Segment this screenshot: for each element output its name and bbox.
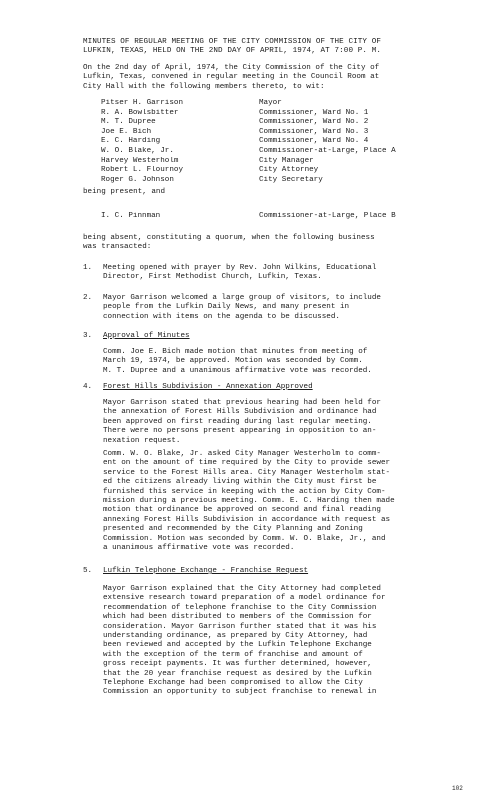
- member-role: City Manager: [259, 156, 314, 165]
- item-text: Mayor Garrison welcomed a large group of visitors, to include people from the Lufkin Daily News, and many present in connection with items on the agenda to be discussed.: [103, 294, 381, 321]
- member-row: [101, 212, 461, 222]
- item-number: 2.: [83, 294, 93, 302]
- item-text: Meeting opened with prayer by Rev. John Wilkins, Educational Director, First Methodist Church, Lufkin, Texas.: [103, 264, 377, 282]
- member-role: Commissioner, Ward No. 2: [259, 118, 369, 127]
- member-role: Commissioner, Ward No. 1: [259, 108, 369, 117]
- item-number: 5.: [83, 567, 93, 575]
- item-number: 4.: [83, 383, 93, 391]
- present-members-list: [101, 99, 461, 185]
- member-role: City Secretary: [259, 175, 323, 184]
- member-row: [101, 147, 461, 157]
- member-name: I. C. Pinnman: [101, 212, 161, 220]
- quorum-statement: being absent, constituting a quorum, when the following business was transacted:: [83, 234, 375, 252]
- forest-hills-paragraph-1: Mayor Garrison stated that previous hearing had been held for the annexation of Forest Hills Subdivision and ordinance had been approved on first reading during last regular meeting. There were no persons present appearing in opposition to an- nexation request.: [103, 399, 381, 445]
- member-row: [101, 109, 461, 119]
- telephone-franchise-paragraph: Mayor Garrison explained that the City Attorney had completed extensive research toward preparation of a model ordinance for recommendation of telephone franchise to the City Commission which had been distributed to members of the Commission for consideration. Mayor Garrison further stated that it was his understanding ordinance, as prepared by City Attorney, had been reviewed and accepted by the Lufkin Telephone Exchange with the exception of the term of franchise and amount of gross receipt payments. It was further determined, however, that the 20 year franchise request as desired by the Lufkin Telephone Exchange had been compromised to allow the City Commission an opportunity to subject franchise to renewal in: [103, 585, 386, 697]
- agenda-item: [83, 264, 475, 283]
- member-role: City Attorney: [259, 166, 319, 175]
- member-row: [101, 157, 461, 167]
- member-role: Commissioner, Ward No. 3: [259, 127, 369, 136]
- member-row: [101, 128, 461, 138]
- member-role: Commissioner-at-Large, Place A: [259, 146, 396, 155]
- item-number: 1.: [83, 264, 93, 272]
- item-heading: Approval of Minutes: [103, 332, 190, 340]
- minutes-title: MINUTES OF REGULAR MEETING OF THE CITY COMMISSION OF THE CITY OF LUFKIN, TEXAS, HELD ON THE 2ND DAY OF APRIL, 1974, AT 7:00 P. M.: [83, 38, 382, 56]
- intro-paragraph: On the 2nd day of April, 1974, the City Commission of the City of Lufkin, Texas, convened in regular meeting in the Council Room at City Hall with the following members thereto, to wit:: [83, 64, 380, 91]
- member-name: Roger G. Johnson: [101, 175, 174, 184]
- member-name: R. A. Bowlsbitter: [101, 108, 179, 117]
- member-name: Pitser H. Garrison: [101, 99, 184, 107]
- item-heading: Lufkin Telephone Exchange - Franchise Request: [103, 567, 309, 575]
- member-row: [101, 118, 461, 128]
- member-row: [101, 99, 461, 109]
- agenda-item: [83, 294, 475, 322]
- member-name: M. T. Dupree: [101, 118, 156, 127]
- member-role: Mayor: [259, 99, 282, 107]
- member-name: Robert L. Flournoy: [101, 166, 184, 175]
- minutes-approval-paragraph: Comm. Joe E. Bich made motion that minutes from meeting of March 19, 1974, be approved. Motion was seconded by Comm. M. T. Dupree and a unanimous affirmative vote was recorded.: [103, 348, 372, 375]
- agenda-item: [83, 567, 475, 576]
- member-role: Commissioner, Ward No. 4: [259, 137, 369, 146]
- agenda-item: [83, 332, 475, 341]
- absent-members-list: [101, 212, 461, 222]
- item-heading: Forest Hills Subdivision - Annexation Approved: [103, 383, 313, 391]
- member-name: Joe E. Bich: [101, 127, 152, 136]
- member-name: E. C. Harding: [101, 137, 161, 146]
- being-present-label: being present, and: [83, 188, 166, 196]
- member-name: W. O. Blake, Jr.: [101, 146, 174, 155]
- member-role: Commissioner-at-Large, Place B: [259, 212, 396, 220]
- page-number: 102: [452, 785, 463, 792]
- member-name: Harvey Westerholm: [101, 156, 179, 165]
- forest-hills-paragraph-2: Comm. W. O. Blake, Jr. asked City Manager Westerholm to comm- ent on the amount of time required by the City to provide sewer service to the Forest Hills area. City Manager Westerholm stat- ed the citizens already living within the City must first be furnished this service in keeping with the action by City Com- mission during a previous meeting. Comm. E. C. Harding then made motion that ordinance be approved on second and final reading annexing Forest Hills Subdivision in accordance with request as presented and recommended by the City Planning and Zoning Commission. Motion was seconded by Comm. W. O. Blake, Jr., and a unanimous affirmative vote was recorded.: [103, 450, 395, 553]
- item-number: 3.: [83, 332, 93, 340]
- member-row: [101, 176, 461, 186]
- member-row: [101, 166, 461, 176]
- member-row: [101, 137, 461, 147]
- agenda-item: [83, 383, 475, 392]
